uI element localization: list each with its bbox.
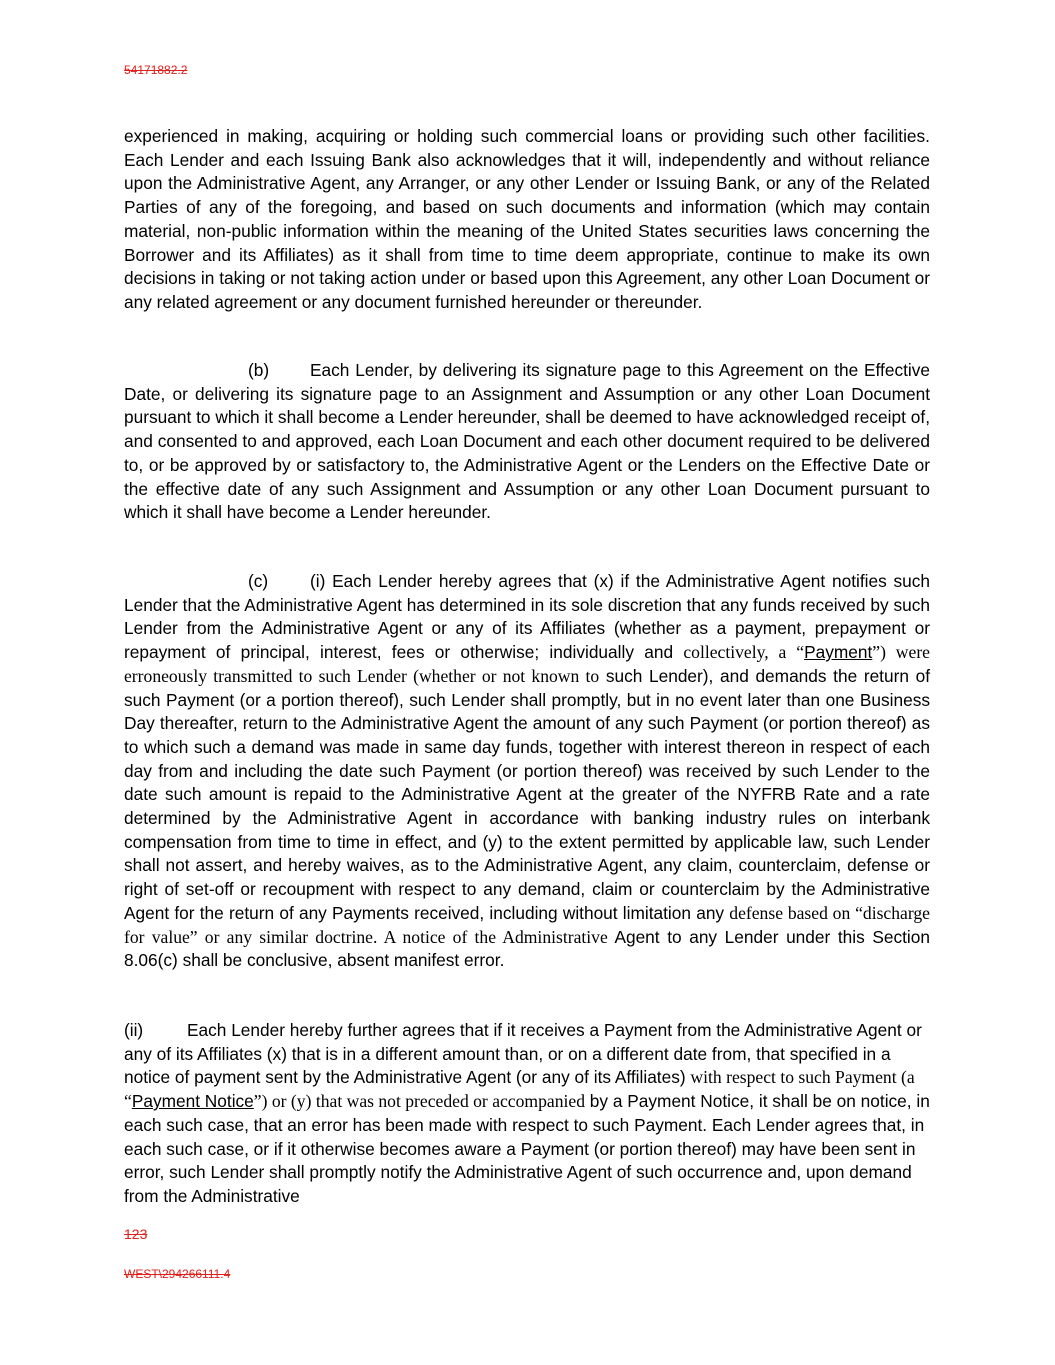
paragraph-a-continuation: experienced in making, acquiring or holding such commercial loans or providing such other facilities. Each Lender and each Issuing Bank also acknowledges that it will, independently and without reliance upon the Administrative Agent, any Arranger, or any other Lender or Issuing Bank, or any of the Related Parties of any of the foregoing, and based on such documents and information (which may contain material, non-public information within the meaning of the United States securities laws concerning the Borrower and its Affiliates) as it shall from time to time deem appropriate, continue to make its own decisions in taking or not taking action under or based upon this Agreement, any other Loan Document or any related agreement or any document furnished hereunder or thereunder. [124, 126, 930, 312]
paragraph-c [124, 570, 930, 973]
paragraph-ii-text-3: ”) or (y) that was not preceded or accompanied [253, 1091, 585, 1112]
paragraph-b-label: (b) [248, 360, 270, 380]
paragraph-c-text-5: defense based on “discharge for value” or any similar doctrine. A notice of the Administrative [124, 902, 930, 947]
defined-term-payment: Payment [804, 642, 873, 663]
paragraph-c-label: (c) [248, 571, 269, 591]
paragraph-c-text-1: (i) Each Lender hereby agrees that (x) if the Administrative Agent notifies such Lender that the Administrative Agent has determined in its sole discretion that any funds received by such Lender from the Administrative Agent or any of its Affiliates (whether as a payment, prepayment or repayment of principal, interest, fees or otherwise; individually and [124, 571, 930, 663]
paragraph-c-text-3: ”) were erroneously transmitted to such Lender (whether or not known to [124, 642, 930, 686]
paragraph-ii-text-4: by a Payment Notice, it shall be on notice, in each such case, that an error has been made with respect to such Payment. Each Lender agrees that, in each such case, or if it otherwise becomes aware a Payment (or portion thereof) may have been sent in error, such Lender shall promptly notify the Administrative Agent of such occurrence and, upon demand from the Administrative [124, 1091, 930, 1206]
paragraph-ii-text-2: with respect to such Payment (a “ [124, 1067, 915, 1112]
header-document-id: 54171882.2 [124, 63, 188, 77]
defined-term-payment-notice: Payment Notice [131, 1091, 254, 1112]
paragraph-ii-text-1: Each Lender hereby further agrees that if it receives a Payment from the Administrative Agent or any of its Affiliates (x) that is in a different amount than, or on a different date from, that specified in a notice of payment sent by the Administrative Agent (or any of its Affiliates) [124, 1020, 922, 1088]
paragraph-c-text-2: collectively, a “ [683, 642, 805, 663]
paragraph-c-text-6: Agent to any Lender under this Section 8.06(c) shall be conclusive, absent manifest error. [124, 926, 930, 971]
paragraph-ii-label: (ii) [124, 1020, 144, 1040]
page-number: 123 [124, 1226, 148, 1242]
footer-document-id: WEST\294266111.4 [124, 1267, 231, 1281]
paragraph-ii [124, 1019, 930, 1209]
paragraph-b [124, 359, 930, 525]
paragraph-b-text: Each Lender, by delivering its signature page to this Agreement on the Effective Date, or delivering its signature page to an Assignment and Assumption or any other Loan Document pursuant to which it shall become a Lender hereunder, shall be deemed to have acknowledged receipt of, and consented to and approved, each Loan Document and each other document required to be delivered to, or be approved by or satisfactory to, the Administrative Agent or the Lenders on the Effective Date or the effective date of any such Assignment and Assumption or any other Loan Document pursuant to which it shall have become a Lender hereunder. [124, 360, 930, 523]
paragraph-c-text-4: such Lender), and demands the return of such Payment (or a portion thereof), such Lender shall promptly, but in no event later than one Business Day thereafter, return to the Administrative Agent the amount of any such Payment (or portion thereof) as to which such a demand was made in same day funds, together with interest thereon in respect of each day from and including the date such Payment (or portion thereof) was received by such Lender to the date such amount is repaid to the Administrative Agent at the greater of the NYFRB Rate and a rate determined by the Administrative Agent in accordance with banking industry rules on interbank compensation from time to time in effect, and (y) to the extent permitted by applicable law, such Lender shall not assert, and hereby waives, as to the Administrative Agent, any claim, counterclaim, defense or right of set-off or recoupment with respect to any demand, claim or counterclaim by the Administrative Agent for the return of any Payments received, including without limitation any [124, 665, 930, 923]
